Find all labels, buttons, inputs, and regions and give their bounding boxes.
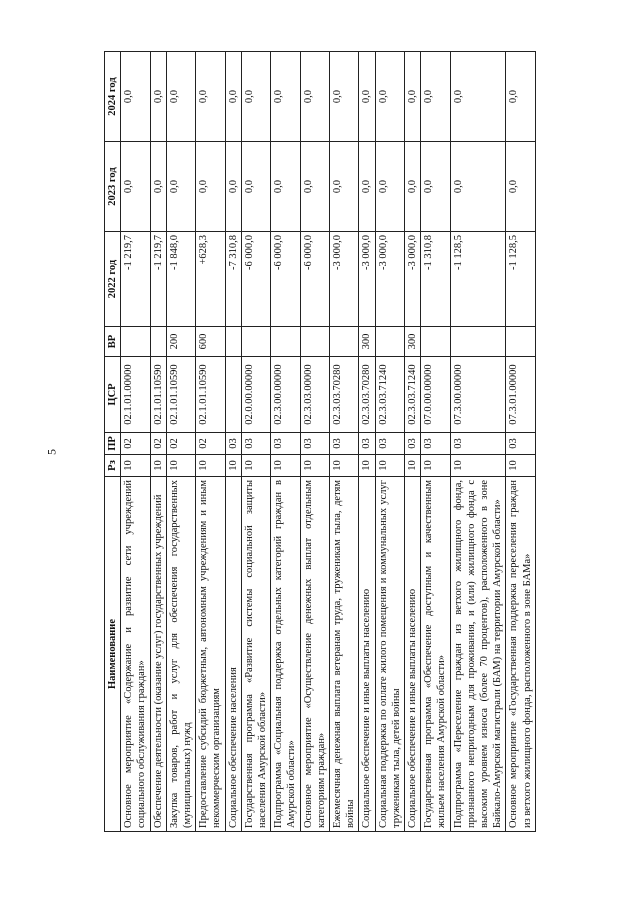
cell-rz: 10	[166, 455, 195, 477]
cell-rz: 10	[225, 455, 241, 477]
cell-2024: 0,0	[241, 52, 270, 142]
cell-rz: 10	[506, 455, 536, 477]
cell-2022: -6 000,0	[271, 232, 300, 327]
rotated-table-container	[104, 52, 536, 832]
cell-csr: 02.1.01.10590	[196, 357, 225, 433]
header-csr: ЦСР	[105, 357, 121, 433]
cell-2024: 0,0	[450, 52, 506, 142]
cell-rz: 10	[359, 455, 375, 477]
cell-rz: 10	[300, 455, 329, 477]
cell-csr: 02.3.03.70280	[329, 357, 358, 433]
cell-vr	[241, 327, 270, 357]
cell-name: Государственная программа «Обеспечение доступным и качественным жильем населения Амурской области»	[421, 477, 450, 832]
table-row	[300, 52, 329, 832]
cell-pr: 02	[150, 433, 166, 455]
cell-vr	[329, 327, 358, 357]
cell-2024: 0,0	[166, 52, 195, 142]
cell-pr: 03	[450, 433, 506, 455]
cell-vr: 300	[404, 327, 420, 357]
cell-name: Закупка товаров, работ и услуг для обеспечения государственных (муниципальных) нужд	[166, 477, 195, 832]
cell-2022: -3 000,0	[329, 232, 358, 327]
cell-name: Социальное обеспечение и иные выплаты населению	[404, 477, 420, 832]
cell-pr: 03	[359, 433, 375, 455]
cell-2022: +628,3	[196, 232, 225, 327]
cell-pr: 03	[421, 433, 450, 455]
table-row	[404, 52, 420, 832]
table-row	[421, 52, 450, 832]
cell-2024: 0,0	[196, 52, 225, 142]
table-row	[225, 52, 241, 832]
cell-pr: 03	[375, 433, 404, 455]
cell-vr: 200	[166, 327, 195, 357]
cell-name: Обеспечение деятельности (оказание услуг) государственных учреждений	[150, 477, 166, 832]
page-number: 5	[44, 449, 59, 455]
cell-name: Государственная программа «Развитие системы социальной защиты населения Амурской области»	[241, 477, 270, 832]
cell-2022: -1 219,7	[150, 232, 166, 327]
cell-2022: -6 000,0	[300, 232, 329, 327]
cell-2024: 0,0	[359, 52, 375, 142]
cell-2023: 0,0	[150, 142, 166, 232]
cell-name: Основное мероприятие «Осуществление денежных выплат отдельным категориям граждан»	[300, 477, 329, 832]
cell-csr: 02.3.00.00000	[271, 357, 300, 433]
cell-csr: 07.3.00.00000	[450, 357, 506, 433]
header-2024: 2024 год	[105, 52, 121, 142]
cell-csr: 02.1.01.10590	[166, 357, 195, 433]
header-vr: ВР	[105, 327, 121, 357]
cell-rz: 10	[271, 455, 300, 477]
cell-2024: 0,0	[421, 52, 450, 142]
cell-name: Основное мероприятие «Содержание и развитие сети учреждений социального обслуживания граждан»	[121, 477, 150, 832]
cell-rz: 10	[241, 455, 270, 477]
cell-name: Социальное обеспечение населения	[225, 477, 241, 832]
cell-2023: 0,0	[329, 142, 358, 232]
cell-2022: -1 219,7	[121, 232, 150, 327]
cell-2023: 0,0	[300, 142, 329, 232]
cell-2024: 0,0	[506, 52, 536, 142]
cell-2024: 0,0	[404, 52, 420, 142]
cell-name: Социальная поддержка по оплате жилого помещения и коммунальных услуг труженикам тыла, детей войны	[375, 477, 404, 832]
cell-name: Подпрограмма «Переселение граждан из ветхого жилищного фонда, признанного непригодным для проживания, и (или) жилищного фонда с высоким уровнем износа (более 70 процентов), расположенного в зоне Байкало-Амурской магистрали (БАМ) на территории Амурской области»	[450, 477, 506, 832]
cell-name: Социальное обеспечение и иные выплаты населению	[359, 477, 375, 832]
table-row	[359, 52, 375, 832]
cell-pr: 03	[506, 433, 536, 455]
cell-csr	[225, 357, 241, 433]
cell-2023: 0,0	[271, 142, 300, 232]
cell-pr: 03	[300, 433, 329, 455]
cell-csr: 02.1.01.10590	[150, 357, 166, 433]
cell-2023: 0,0	[241, 142, 270, 232]
cell-rz: 10	[150, 455, 166, 477]
cell-pr: 03	[271, 433, 300, 455]
cell-pr: 02	[196, 433, 225, 455]
cell-2023: 0,0	[404, 142, 420, 232]
cell-pr: 02	[166, 433, 195, 455]
cell-2023: 0,0	[166, 142, 195, 232]
cell-name: Предоставление субсидий бюджетным, автономным учреждениям и иным некоммерческим организациям	[196, 477, 225, 832]
cell-csr: 02.3.03.71240	[375, 357, 404, 433]
cell-vr	[150, 327, 166, 357]
cell-2023: 0,0	[196, 142, 225, 232]
cell-csr: 02.1.01.00000	[121, 357, 150, 433]
table-row	[271, 52, 300, 832]
cell-vr	[421, 327, 450, 357]
cell-2022: -7 310,8	[225, 232, 241, 327]
table-row	[329, 52, 358, 832]
cell-vr	[271, 327, 300, 357]
cell-pr: 02	[121, 433, 150, 455]
table-row	[375, 52, 404, 832]
cell-2023: 0,0	[121, 142, 150, 232]
cell-2022: -3 000,0	[404, 232, 420, 327]
cell-2023: 0,0	[421, 142, 450, 232]
table-row	[121, 52, 150, 832]
cell-vr	[375, 327, 404, 357]
cell-pr: 03	[225, 433, 241, 455]
cell-csr: 02.0.00.00000	[241, 357, 270, 433]
cell-pr: 03	[404, 433, 420, 455]
header-2023: 2023 год	[105, 142, 121, 232]
table-row	[150, 52, 166, 832]
cell-csr: 02.3.03.71240	[404, 357, 420, 433]
header-2022: 2022 год	[105, 232, 121, 327]
header-name: Наименование	[105, 477, 121, 832]
cell-2022: -3 000,0	[375, 232, 404, 327]
cell-rz: 10	[121, 455, 150, 477]
cell-pr: 03	[329, 433, 358, 455]
cell-vr	[121, 327, 150, 357]
header-pr: ПР	[105, 433, 121, 455]
cell-2022: -1 848,0	[166, 232, 195, 327]
cell-2023: 0,0	[450, 142, 506, 232]
cell-rz: 10	[329, 455, 358, 477]
cell-pr: 03	[241, 433, 270, 455]
cell-rz: 10	[196, 455, 225, 477]
table-row	[506, 52, 536, 832]
cell-name: Подпрограмма «Социальная поддержка отдельных категорий граждан в Амурской области»	[271, 477, 300, 832]
budget-table	[104, 51, 536, 832]
cell-rz: 10	[450, 455, 506, 477]
cell-2024: 0,0	[300, 52, 329, 142]
cell-2022: -3 000,0	[359, 232, 375, 327]
cell-2024: 0,0	[225, 52, 241, 142]
table-row	[196, 52, 225, 832]
cell-name: Ежемесячная денежная выплата ветеранам труда, труженикам тыла, детям войны	[329, 477, 358, 832]
cell-vr	[450, 327, 506, 357]
cell-vr: 300	[359, 327, 375, 357]
cell-vr: 600	[196, 327, 225, 357]
cell-csr: 07.0.00.00000	[421, 357, 450, 433]
cell-vr	[225, 327, 241, 357]
table-row	[241, 52, 270, 832]
cell-rz: 10	[375, 455, 404, 477]
cell-2024: 0,0	[375, 52, 404, 142]
cell-2022: -1 128,5	[450, 232, 506, 327]
cell-2023: 0,0	[506, 142, 536, 232]
cell-csr: 02.3.03.00000	[300, 357, 329, 433]
table-row	[450, 52, 506, 832]
table-row	[166, 52, 195, 832]
cell-2024: 0,0	[121, 52, 150, 142]
cell-rz: 10	[421, 455, 450, 477]
header-row	[105, 52, 121, 832]
cell-rz: 10	[404, 455, 420, 477]
cell-2022: -6 000,0	[241, 232, 270, 327]
header-rz: Рз	[105, 455, 121, 477]
cell-name: Основное мероприятие «Государственная поддержка переселения граждан из ветхого жилищного фонда, расположенного в зоне БАМа»	[506, 477, 536, 832]
cell-vr	[300, 327, 329, 357]
cell-2024: 0,0	[271, 52, 300, 142]
cell-2024: 0,0	[329, 52, 358, 142]
cell-csr: 07.3.01.00000	[506, 357, 536, 433]
cell-2022: -1 128,5	[506, 232, 536, 327]
cell-2024: 0,0	[150, 52, 166, 142]
table-body	[121, 52, 536, 832]
cell-csr: 02.3.03.70280	[359, 357, 375, 433]
cell-2023: 0,0	[225, 142, 241, 232]
cell-2022: -1 310,8	[421, 232, 450, 327]
cell-2023: 0,0	[359, 142, 375, 232]
cell-2023: 0,0	[375, 142, 404, 232]
cell-vr	[506, 327, 536, 357]
